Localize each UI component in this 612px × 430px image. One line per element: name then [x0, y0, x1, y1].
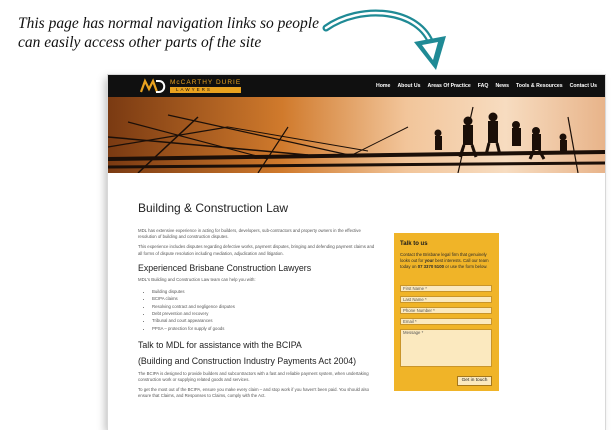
contact-sidebar	[394, 233, 499, 391]
help-text: MDL's Building and Construction Law team can help you with:	[138, 276, 256, 282]
nav-faq[interactable]: FAQ	[477, 83, 489, 89]
md-logo-icon	[140, 78, 166, 94]
intro-paragraph-1: MDL has extensive experience in acting for builders, developers, sub-contractors and property owners in the effective resolution of building and construction disputes.	[138, 228, 361, 240]
intro-paragraph-2: This experience includes disputes regarding defective works, payment disputes, bringing and defending payment claims and all forms of dispute resolution including mediation, adjudication and litigation.	[138, 244, 375, 256]
sidebar-text-pre: Contact the Brisbane legal firm that genuinely looks out for	[400, 252, 487, 263]
website-screenshot	[108, 75, 605, 430]
heading-experienced-lawyers: Experienced Brisbane Construction Lawyers	[138, 262, 312, 273]
bcipa-paragraph-1: The BCIPA is designed to provide builders and subcontractors with a fast and reliable payment system, when undertaking construction work or supplying related goods and services.	[138, 370, 369, 382]
logo-name-text: McCARTHY DURIE	[170, 79, 242, 86]
top-navigation-bar	[108, 75, 605, 97]
annotation-text	[18, 14, 358, 52]
hero-banner-image	[108, 97, 605, 173]
sidebar-text-post: or use the form below.	[443, 264, 488, 269]
list-item: • BCIPA claims	[152, 295, 378, 302]
list-item: • Tribunal and court appearances	[152, 317, 378, 324]
list-item: • Debt prevention and recovery	[152, 310, 378, 317]
page-title: Building & Construction Law	[138, 201, 289, 215]
message-field[interactable]: Message *	[400, 329, 492, 367]
main-content	[138, 228, 378, 400]
nav-menu	[376, 75, 597, 97]
sidebar-text	[400, 252, 493, 270]
curved-arrow-icon	[320, 2, 450, 74]
site-logo[interactable]	[140, 78, 241, 94]
nav-home[interactable]: Home	[376, 83, 391, 89]
nav-tools-resources[interactable]: Tools & Resources	[516, 83, 563, 89]
annotation-line-2: can easily access other parts of the site	[18, 34, 262, 51]
last-name-field[interactable]: Last Name *	[400, 296, 492, 303]
nav-about-us[interactable]: About Us	[397, 83, 421, 89]
services-list	[138, 288, 378, 332]
sidebar-phone[interactable]: 07 3370 5100	[417, 264, 444, 269]
get-in-touch-button[interactable]: Get in touch	[457, 376, 492, 386]
heading-talk-bcipa: Talk to MDL for assistance with the BCIPA	[138, 339, 302, 350]
bcipa-paragraph-2: To get the most out of the BCIPA, ensure you make every claim – and stop work if you haven't been paid. You should also ensure that Claims, and Responses to Claims, comply with the Act.	[138, 387, 369, 399]
annotation-line-1: This page has normal navigation links so people	[18, 15, 319, 32]
logo-sub-text: LAWYERS	[170, 87, 241, 93]
nav-news[interactable]: News	[495, 83, 509, 89]
nav-contact-us[interactable]: Contact Us	[569, 83, 597, 89]
phone-number-field[interactable]: Phone Number *	[400, 307, 492, 314]
first-name-field[interactable]: First Name *	[400, 285, 492, 292]
sidebar-title: Talk to us	[400, 241, 428, 247]
nav-areas-of-practice[interactable]: Areas Of Practice	[427, 83, 471, 89]
list-item: • Building disputes	[152, 288, 378, 295]
email-field[interactable]: Email *	[400, 318, 492, 325]
sidebar-text-bold: your	[424, 258, 434, 263]
heading-bcipa-act: (Building and Construction Industry Payments Act 2004)	[138, 355, 357, 366]
sidebar-text-mid: best interests. Call our team today on	[400, 258, 489, 269]
list-item: • PPSA – protection for supply of goods	[152, 325, 378, 332]
list-item: • Resolving contract and negligence disputes	[152, 303, 378, 310]
